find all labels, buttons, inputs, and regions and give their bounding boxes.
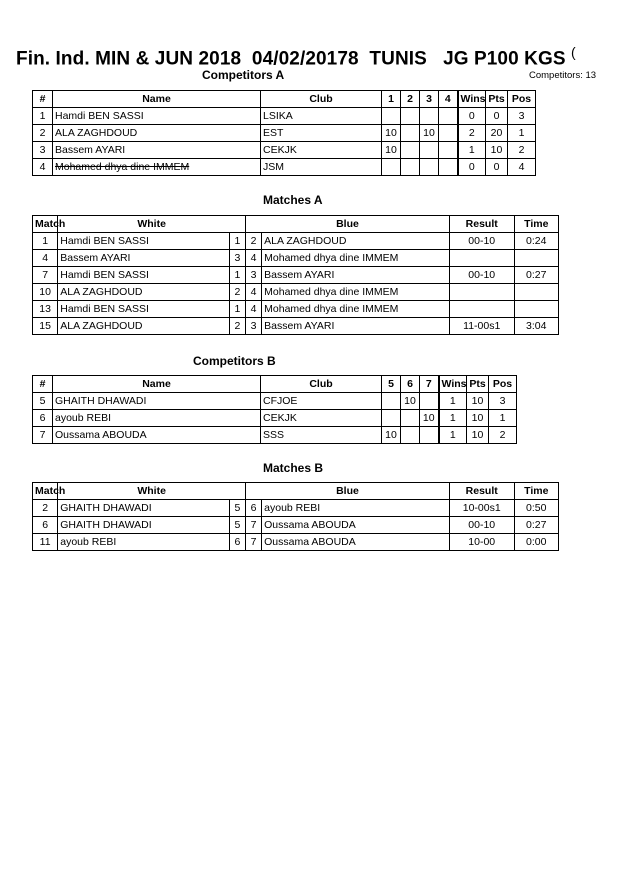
round-score: 10 xyxy=(401,393,420,410)
position-value: 2 xyxy=(489,427,517,444)
wins-value: 2 xyxy=(458,125,486,142)
table-row xyxy=(33,233,559,250)
wins-value: 0 xyxy=(458,108,486,125)
blue-competitor: Mohamed dhya dine IMMEM xyxy=(262,301,450,318)
match-time: 3:04 xyxy=(514,318,558,335)
table-row xyxy=(33,284,559,301)
competitor-number: 2 xyxy=(33,125,53,142)
column-header: 1 xyxy=(382,91,401,108)
table-row xyxy=(33,534,559,551)
match-result xyxy=(449,284,514,301)
competitor-number: 3 xyxy=(33,142,53,159)
round-score xyxy=(420,159,439,176)
round-score: 10 xyxy=(382,125,401,142)
match-number: 10 xyxy=(33,284,58,301)
white-competitor: Bassem AYARI xyxy=(58,250,230,267)
white-competitor: ayoub REBI xyxy=(58,534,230,551)
points-value: 10 xyxy=(467,410,489,427)
competitors-count: Competitors: 13 xyxy=(529,70,597,81)
points-value: 10 xyxy=(467,427,489,444)
round-score xyxy=(401,427,420,444)
page-title: Fin. Ind. MIN & JUN 2018 04/02/20178 TUNIS JG P100 KGS ( xyxy=(16,44,576,70)
points-value: 10 xyxy=(486,142,508,159)
round-score: 10 xyxy=(382,142,401,159)
competitor-club: SSS xyxy=(261,427,382,444)
competitor-club: CEKJK xyxy=(261,142,382,159)
position-value: 2 xyxy=(508,142,536,159)
competitor-club: CEKJK xyxy=(261,410,382,427)
column-header: Pts xyxy=(467,376,489,393)
wins-value: 1 xyxy=(458,142,486,159)
match-result: 10-00 xyxy=(449,534,514,551)
white-competitor: GHAITH DHAWADI xyxy=(58,517,230,534)
column-header: White xyxy=(58,483,246,500)
round-score xyxy=(401,142,420,159)
competitor-club: JSM xyxy=(261,159,382,176)
position-value: 1 xyxy=(489,410,517,427)
wins-value: 0 xyxy=(458,159,486,176)
round-score: 10 xyxy=(420,125,439,142)
blue-competitor: Bassem AYARI xyxy=(262,267,450,284)
table-row xyxy=(33,500,559,517)
competitor-name: Bassem AYARI xyxy=(53,142,261,159)
match-time: 0:27 xyxy=(514,517,558,534)
wins-value: 1 xyxy=(439,410,467,427)
match-number: 7 xyxy=(33,267,58,284)
round-score xyxy=(439,142,458,159)
table-row xyxy=(33,301,559,318)
white-number: 6 xyxy=(229,534,245,551)
table-row xyxy=(33,427,517,444)
column-header: 3 xyxy=(420,91,439,108)
position-value: 3 xyxy=(489,393,517,410)
match-time: 0:27 xyxy=(514,267,558,284)
competitor-number: 5 xyxy=(33,393,53,410)
column-header: 7 xyxy=(420,376,439,393)
match-result: 00-10 xyxy=(449,233,514,250)
points-value: 10 xyxy=(467,393,489,410)
blue-number: 3 xyxy=(246,318,262,335)
column-header: Club xyxy=(261,376,382,393)
match-number: 2 xyxy=(33,500,58,517)
column-header: Name xyxy=(53,376,261,393)
competitor-club: EST xyxy=(261,125,382,142)
header-row xyxy=(33,376,517,393)
column-header: Wins xyxy=(458,91,486,108)
white-competitor: Hamdi BEN SASSI xyxy=(58,267,230,284)
blue-number: 6 xyxy=(246,500,262,517)
white-number: 2 xyxy=(229,318,245,335)
column-header: Name xyxy=(53,91,261,108)
table-row xyxy=(33,267,559,284)
competitor-club: LSIKA xyxy=(261,108,382,125)
matches-a-table xyxy=(32,215,559,335)
table-row xyxy=(33,318,559,335)
table-row xyxy=(33,410,517,427)
match-number: 1 xyxy=(33,233,58,250)
competitor-club: CFJOE xyxy=(261,393,382,410)
round-score xyxy=(420,142,439,159)
table-row xyxy=(33,250,559,267)
blue-competitor: Oussama ABOUDA xyxy=(262,517,450,534)
competitors-b-table xyxy=(32,375,517,444)
round-score xyxy=(401,410,420,427)
round-score xyxy=(420,108,439,125)
competitor-number: 6 xyxy=(33,410,53,427)
position-value: 1 xyxy=(508,125,536,142)
blue-number: 2 xyxy=(246,233,262,250)
blue-competitor: Mohamed dhya dine IMMEM xyxy=(262,284,450,301)
column-header: 5 xyxy=(382,376,401,393)
blue-number: 4 xyxy=(246,250,262,267)
wins-value: 1 xyxy=(439,427,467,444)
header-row xyxy=(33,483,559,500)
column-header: Blue xyxy=(246,483,450,500)
competitor-number: 1 xyxy=(33,108,53,125)
table-row xyxy=(33,108,536,125)
white-number: 2 xyxy=(229,284,245,301)
competitor-name: ayoub REBI xyxy=(53,410,261,427)
white-number: 3 xyxy=(229,250,245,267)
white-number: 1 xyxy=(229,301,245,318)
column-header: Match xyxy=(33,483,58,500)
blue-competitor: Oussama ABOUDA xyxy=(262,534,450,551)
blue-competitor: Bassem AYARI xyxy=(262,318,450,335)
column-header: Blue xyxy=(246,216,450,233)
points-value: 20 xyxy=(486,125,508,142)
header-row xyxy=(33,91,536,108)
table-row xyxy=(33,517,559,534)
round-score xyxy=(439,108,458,125)
competitor-name: Mohamed dhya dine IMMEM xyxy=(53,159,261,176)
competitor-number: 4 xyxy=(33,159,53,176)
competitor-number: 7 xyxy=(33,427,53,444)
round-score xyxy=(382,393,401,410)
column-header: 2 xyxy=(401,91,420,108)
competitor-name: Oussama ABOUDA xyxy=(53,427,261,444)
matches-b-table xyxy=(32,482,559,551)
match-number: 13 xyxy=(33,301,58,318)
match-time xyxy=(514,284,558,301)
round-score xyxy=(401,125,420,142)
column-header: Time xyxy=(514,483,558,500)
white-number: 1 xyxy=(229,233,245,250)
column-header: 6 xyxy=(401,376,420,393)
matches-b-heading: Matches B xyxy=(263,461,324,475)
column-header: Pts xyxy=(486,91,508,108)
round-score xyxy=(382,108,401,125)
column-header: Result xyxy=(449,483,514,500)
round-score xyxy=(401,159,420,176)
white-number: 5 xyxy=(229,500,245,517)
match-time: 0:24 xyxy=(514,233,558,250)
blue-number: 4 xyxy=(246,284,262,301)
round-score xyxy=(439,159,458,176)
round-score xyxy=(382,410,401,427)
position-value: 4 xyxy=(508,159,536,176)
white-competitor: Hamdi BEN SASSI xyxy=(58,301,230,318)
blue-competitor: Mohamed dhya dine IMMEM xyxy=(262,250,450,267)
blue-competitor: ALA ZAGHDOUD xyxy=(262,233,450,250)
match-result xyxy=(449,301,514,318)
competitors-a-table xyxy=(32,90,536,176)
competitors-b-heading: Competitors B xyxy=(193,354,276,368)
round-score xyxy=(439,125,458,142)
match-number: 15 xyxy=(33,318,58,335)
column-header: Match xyxy=(33,216,58,233)
column-header: Result xyxy=(449,216,514,233)
blue-competitor: ayoub REBI xyxy=(262,500,450,517)
column-header: White xyxy=(58,216,246,233)
match-result: 00-10 xyxy=(449,267,514,284)
match-time xyxy=(514,250,558,267)
wins-value: 1 xyxy=(439,393,467,410)
round-score xyxy=(420,393,439,410)
white-competitor: Hamdi BEN SASSI xyxy=(58,233,230,250)
match-result xyxy=(449,250,514,267)
white-number: 1 xyxy=(229,267,245,284)
match-time: 0:00 xyxy=(514,534,558,551)
round-score: 10 xyxy=(382,427,401,444)
match-number: 4 xyxy=(33,250,58,267)
blue-number: 7 xyxy=(246,517,262,534)
matches-a-heading: Matches A xyxy=(263,193,323,207)
white-competitor: GHAITH DHAWADI xyxy=(58,500,230,517)
points-value: 0 xyxy=(486,159,508,176)
white-competitor: ALA ZAGHDOUD xyxy=(58,318,230,335)
table-row xyxy=(33,159,536,176)
match-number: 11 xyxy=(33,534,58,551)
column-header: # xyxy=(33,91,53,108)
match-number: 6 xyxy=(33,517,58,534)
match-time xyxy=(514,301,558,318)
round-score: 10 xyxy=(420,410,439,427)
white-number: 5 xyxy=(229,517,245,534)
column-header: # xyxy=(33,376,53,393)
round-score xyxy=(401,108,420,125)
header-row xyxy=(33,216,559,233)
white-competitor: ALA ZAGHDOUD xyxy=(58,284,230,301)
column-header: Pos xyxy=(489,376,517,393)
match-result: 00-10 xyxy=(449,517,514,534)
round-score xyxy=(420,427,439,444)
column-header: Wins xyxy=(439,376,467,393)
column-header: Club xyxy=(261,91,382,108)
blue-number: 4 xyxy=(246,301,262,318)
table-row xyxy=(33,393,517,410)
table-row xyxy=(33,125,536,142)
blue-number: 7 xyxy=(246,534,262,551)
competitors-a-heading: Competitors A xyxy=(202,68,285,82)
match-result: 10-00s1 xyxy=(449,500,514,517)
column-header: Time xyxy=(514,216,558,233)
column-header: 4 xyxy=(439,91,458,108)
round-score xyxy=(382,159,401,176)
table-row xyxy=(33,142,536,159)
competitor-name: GHAITH DHAWADI xyxy=(53,393,261,410)
column-header: Pos xyxy=(508,91,536,108)
points-value: 0 xyxy=(486,108,508,125)
position-value: 3 xyxy=(508,108,536,125)
competitor-name: ALA ZAGHDOUD xyxy=(53,125,261,142)
match-result: 11-00s1 xyxy=(449,318,514,335)
blue-number: 3 xyxy=(246,267,262,284)
competitor-name: Hamdi BEN SASSI xyxy=(53,108,261,125)
match-time: 0:50 xyxy=(514,500,558,517)
